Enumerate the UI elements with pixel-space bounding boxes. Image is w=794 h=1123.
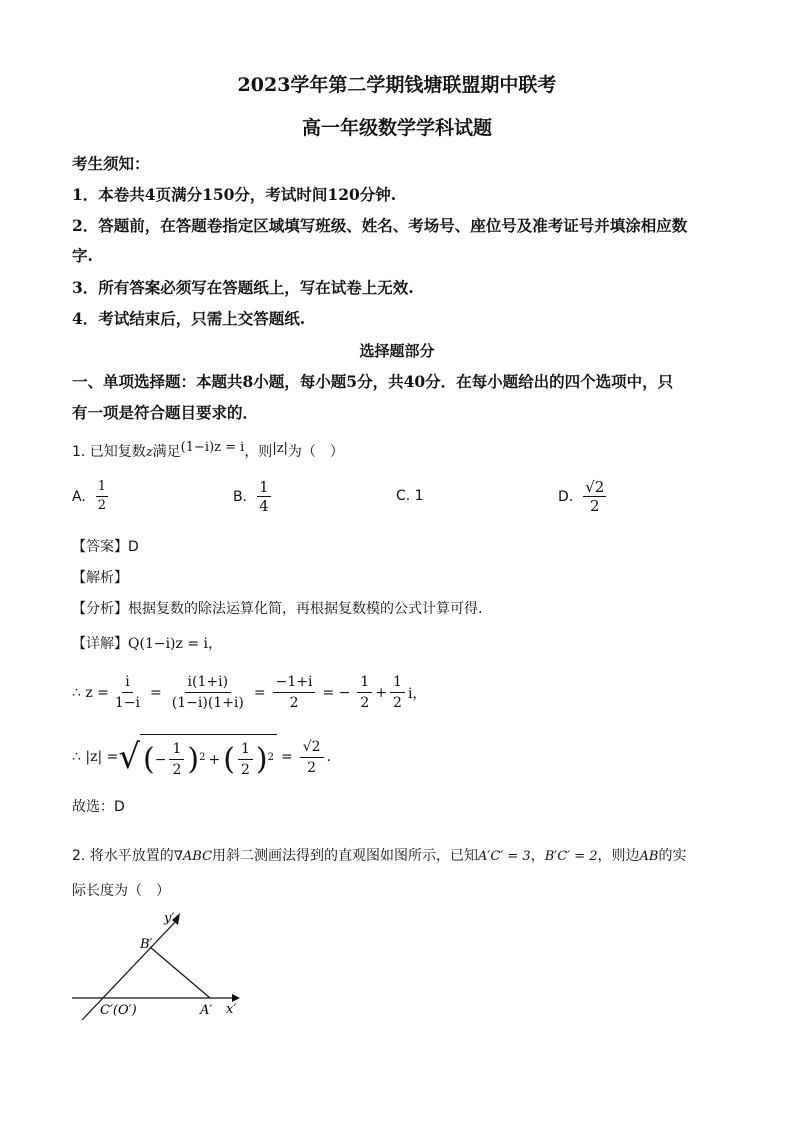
sqrt-expression — [118, 734, 277, 780]
q1-choice: 故选：D — [72, 799, 125, 815]
frac-den: 2 — [360, 695, 370, 711]
minus-sign: − — [154, 751, 167, 768]
notice-item-2-cont: 字. — [72, 246, 93, 265]
part-title-line-1: 一、单项选择题：本题共8小题，每小题5分，共40分．在每小题给出的四个选项中，只 — [72, 372, 674, 391]
q2-text-e: 的实 — [658, 848, 687, 864]
q2-bc-length: B′C′ = 2 — [544, 849, 598, 864]
frac-den: 4 — [259, 497, 269, 515]
step2-frac-1 — [169, 739, 184, 780]
exponent: 2 — [267, 752, 274, 763]
q1-option-d-label: D. — [558, 488, 574, 505]
frac-den: 2 — [590, 497, 600, 515]
notice-item-3: 3．所有答案必须写在答题纸上，写在试卷上无效. — [72, 278, 414, 297]
q1-detail-expr: Q(1−i)z = i， — [128, 636, 223, 652]
frac-num: 1 — [96, 478, 108, 497]
frac-num: 1 — [357, 672, 372, 693]
frac-den: 2 — [393, 695, 402, 711]
q2-text-a: 2. 将水平放置的 — [72, 848, 174, 864]
exam-subtitle: 高一年级数学学科试题 — [301, 117, 492, 139]
point-c-label: C′(O′) — [100, 1003, 137, 1018]
frac-num: i — [122, 672, 132, 693]
step1-frac-4 — [357, 672, 372, 713]
frac-num: √2 — [300, 737, 324, 758]
part-title-line-2: 有一项是符合题目要求的． — [72, 403, 259, 422]
q1-option-a-label: A. — [72, 488, 86, 505]
q2-triangle: ∇ABC — [173, 849, 213, 864]
frac-den: 2 — [240, 762, 250, 778]
q1-option-a-fraction — [96, 478, 108, 515]
step2-frac-2 — [238, 739, 253, 780]
radical-sign: √ — [118, 737, 141, 777]
notice-item-4: 4．考试结束后，只需上交答题纸. — [72, 309, 306, 328]
q1-answer: 【答案】D — [72, 539, 139, 555]
question-1-stem — [72, 441, 344, 461]
frac-num: 1 — [390, 672, 405, 693]
q1-option-c — [396, 488, 424, 504]
x-axis-arrow — [232, 994, 240, 1002]
frac-den: 2 — [289, 695, 299, 711]
frac-num: √2 — [585, 478, 605, 496]
step1-end: i， — [407, 685, 427, 702]
frac-num: 1 — [238, 739, 253, 760]
q1-var-z: z — [145, 445, 153, 460]
frac-num: i(1+i) — [185, 672, 232, 693]
question-2-line-2: 际长度为（ ） — [72, 883, 170, 899]
q1-text-c: ，则 — [244, 444, 273, 460]
q1-text-a: 1. 已知复数 — [72, 444, 146, 460]
step2-lead: ∴ |z| = — [72, 749, 119, 765]
step1-lead: ∴ z = — [72, 684, 109, 701]
equals-sign: = — [253, 684, 266, 701]
paren-close: ) — [255, 741, 268, 777]
q2-text-d: ，则边 — [597, 848, 640, 864]
equals-sign: = — [150, 684, 162, 701]
q1-analysis-label: 【解析】 — [72, 570, 128, 586]
q1-step-1 — [72, 672, 426, 713]
paren-open: ( — [223, 741, 235, 777]
q1-option-b-fraction — [257, 478, 271, 515]
step1-minus: = − — [322, 684, 351, 701]
q1-option-b — [233, 478, 271, 515]
q1-option-b-label: B. — [233, 488, 248, 505]
q2-text-c: ， — [530, 848, 545, 864]
q1-option-a — [72, 478, 108, 515]
q1-option-c-label: C. 1 — [396, 488, 424, 504]
q1-condition: (1−i)z = i — [180, 440, 245, 455]
y-axis-label: y′ — [164, 911, 175, 926]
step2-end: . — [326, 749, 331, 765]
frac-den: (1−i)(1+i) — [171, 695, 244, 711]
q1-detail-prefix: 【详解】 — [72, 636, 128, 652]
x-axis-label: x′ — [226, 1002, 237, 1017]
q1-option-d — [558, 478, 606, 515]
section-name: 选择题部分 — [359, 342, 435, 360]
step1-frac-3 — [273, 672, 316, 713]
paren-open: ( — [143, 741, 155, 777]
notice-heading: 考生须知： — [72, 154, 150, 173]
notice-item-1: 1．本卷共4页满分150分，考试时间120分钟. — [72, 185, 397, 204]
exponent: 2 — [199, 752, 206, 763]
frac-num: 1 — [169, 739, 184, 760]
segment-b-a — [150, 947, 210, 998]
q1-abs-z: |z| — [272, 441, 288, 456]
step1-frac-1 — [112, 672, 143, 713]
notice-item-2: 2．答题前，在答题卷指定区域填写班级、姓名、考场号、座位号及准考证号并填涂相应数 — [72, 216, 688, 235]
step2-result-frac — [300, 737, 324, 778]
q1-option-d-fraction — [583, 478, 606, 515]
q1-fenxi: 【分析】根据复数的除法运算化简，再根据复数模的公式计算可得. — [72, 601, 483, 617]
q2-ab: AB — [639, 849, 659, 864]
equals-sign: = — [280, 749, 293, 765]
step1-frac-2 — [169, 672, 247, 713]
question-2-line-1 — [72, 845, 687, 865]
exam-title: 2023学年第二学期钱塘联盟期中联考 — [237, 74, 557, 96]
q1-detail — [72, 633, 222, 653]
radicand — [140, 734, 277, 780]
plus-sign: + — [375, 684, 388, 701]
frac-num: −1+i — [273, 672, 316, 693]
point-b-label: B′ — [140, 937, 153, 952]
point-a-label: A′ — [200, 1003, 213, 1018]
frac-num: 1 — [259, 478, 269, 496]
oblique-projection-figure — [60, 900, 260, 1030]
paren-close: ) — [187, 741, 200, 777]
frac-den: 2 — [307, 759, 317, 776]
q1-text-b: 满足 — [152, 444, 181, 460]
frac-den: 2 — [172, 762, 182, 778]
q1-text-d: 为（ ） — [287, 444, 344, 460]
q2-ac-length: A′C′ = 3 — [478, 849, 531, 864]
q2-text-b: 用斜二测画法得到的直观图如图所示，已知 — [212, 848, 479, 864]
q1-step-2 — [72, 734, 331, 780]
plus-sign: + — [208, 751, 221, 768]
step1-frac-5 — [390, 672, 405, 713]
frac-den: 2 — [97, 498, 107, 513]
frac-den: 1−i — [114, 695, 141, 711]
